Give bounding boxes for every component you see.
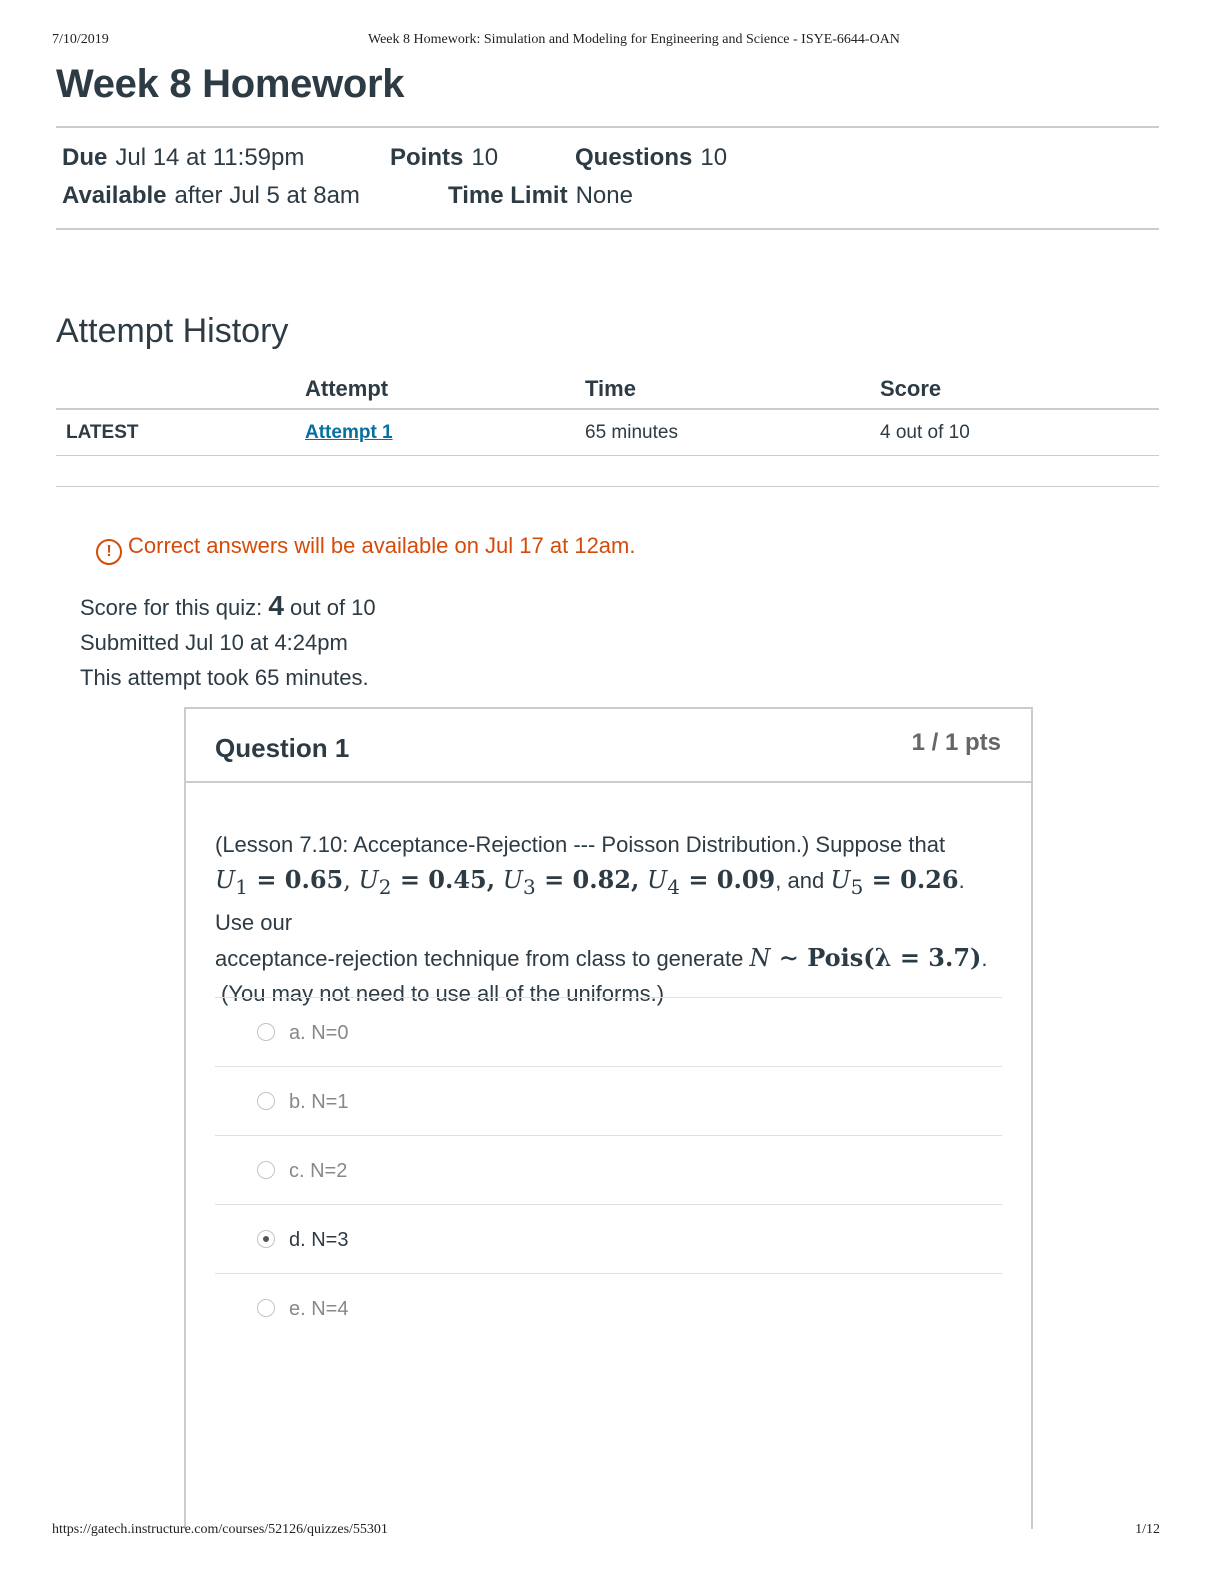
points-label: Points bbox=[390, 144, 464, 171]
questions-label: Questions bbox=[575, 144, 693, 171]
answer-label: a. N=0 bbox=[289, 1022, 349, 1044]
radio-button-selected[interactable] bbox=[257, 1230, 275, 1248]
quiz-summary bbox=[80, 588, 376, 695]
answer-option-e[interactable] bbox=[215, 1273, 1002, 1342]
question-text: (Lesson 7.10: Acceptance-Rejection --- Poisson Distribution.) Suppose that $U_1 = 0.65$, $U_2 = 0.45$, $U_3 = 0.82$, $U_4 = 0.09$, and $U_5 = 0.26$. Use our acceptance-rejection technique from class to generate N ∼ Pois(λ = 3.7). (You may not need to use all of the uniforms.) bbox=[215, 832, 988, 1006]
print-header bbox=[52, 32, 1172, 50]
due-value: Jul 14 at 11:59pm bbox=[115, 144, 305, 171]
column-header-time: Time bbox=[585, 376, 636, 401]
divider bbox=[56, 126, 1159, 128]
duration-line: This attempt took 65 minutes. bbox=[80, 665, 369, 690]
score-prefix: Score for this quiz: bbox=[80, 595, 263, 620]
radio-button[interactable] bbox=[257, 1299, 275, 1317]
print-page-title: Week 8 Homework: Simulation and Modeling for Engineering and Science - ISYE-6644-OAN bbox=[368, 32, 900, 47]
answer-option-b[interactable] bbox=[215, 1066, 1002, 1135]
available-meta bbox=[62, 182, 360, 210]
score-suffix: out of 10 bbox=[290, 595, 376, 620]
answer-options bbox=[215, 997, 1002, 1342]
print-url: https://gatech.instructure.com/courses/52126/quizzes/55301 bbox=[52, 1522, 388, 1537]
questions-value: 10 bbox=[700, 144, 728, 171]
available-value: after Jul 5 at 8am bbox=[174, 182, 360, 209]
points-value: 10 bbox=[471, 144, 499, 171]
print-page-number: 1/12 bbox=[1135, 1522, 1160, 1537]
latest-tag: LATEST bbox=[66, 422, 139, 443]
question-text-5: (You may not need to use all of the uniforms.) bbox=[221, 980, 665, 1006]
question-text-3: acceptance-rejection technique from class to generate bbox=[215, 945, 744, 971]
question-title: Question 1 bbox=[215, 733, 350, 763]
divider bbox=[56, 228, 1159, 230]
column-header-attempt: Attempt bbox=[305, 376, 389, 401]
points-meta bbox=[390, 144, 498, 172]
due-meta bbox=[62, 144, 304, 172]
answer-label: b. N=1 bbox=[289, 1091, 349, 1113]
questions-meta bbox=[575, 144, 727, 172]
attempt-history-heading: Attempt History bbox=[56, 312, 289, 350]
page-title: Week 8 Homework bbox=[56, 62, 405, 106]
print-date: 7/10/2019 bbox=[52, 32, 109, 47]
due-label: Due bbox=[62, 144, 108, 171]
warning-icon: ! bbox=[96, 539, 122, 565]
attempt-1-link[interactable]: Attempt 1 bbox=[305, 422, 393, 443]
question-card bbox=[184, 707, 1033, 1529]
math-distribution: N ∼ Pois(λ = 3.7) bbox=[749, 942, 982, 972]
score-line bbox=[80, 588, 376, 625]
correct-answers-notice bbox=[96, 533, 635, 565]
answer-option-c[interactable] bbox=[215, 1135, 1002, 1204]
score-value: 4 bbox=[268, 590, 284, 621]
notice-text: Correct answers will be available on Jul 17 at 12am. bbox=[128, 533, 636, 558]
question-points: 1 / 1 pts bbox=[911, 729, 1001, 756]
radio-button[interactable] bbox=[257, 1092, 275, 1110]
answer-label: c. N=2 bbox=[289, 1160, 348, 1182]
math-uniforms: $U_1 = 0.65$, $U_2 = 0.45$, $U_3 = 0.82$, $U_4 = 0.09$ bbox=[215, 865, 776, 899]
divider bbox=[56, 486, 1159, 487]
question-header bbox=[186, 709, 1031, 783]
answer-option-d[interactable] bbox=[215, 1204, 1002, 1273]
time-limit-meta bbox=[448, 182, 633, 210]
radio-button[interactable] bbox=[257, 1023, 275, 1041]
answer-label: e. N=4 bbox=[289, 1298, 349, 1320]
submitted-line: Submitted Jul 10 at 4:24pm bbox=[80, 630, 348, 655]
table-row-rule bbox=[56, 455, 1159, 456]
answer-option-a[interactable] bbox=[215, 997, 1002, 1066]
question-text-1: (Lesson 7.10: Acceptance-Rejection --- Poisson Distribution.) Suppose that bbox=[215, 832, 946, 857]
available-label: Available bbox=[62, 182, 167, 209]
attempt-time: 65 minutes bbox=[585, 422, 678, 443]
print-footer bbox=[52, 1522, 1160, 1540]
time-limit-value: None bbox=[575, 182, 633, 209]
table-header-rule bbox=[56, 408, 1159, 410]
radio-button[interactable] bbox=[257, 1161, 275, 1179]
answer-label: d. N=3 bbox=[289, 1229, 349, 1251]
column-header-score: Score bbox=[880, 376, 942, 401]
attempt-score: 4 out of 10 bbox=[880, 422, 970, 443]
time-limit-label: Time Limit bbox=[448, 182, 568, 209]
